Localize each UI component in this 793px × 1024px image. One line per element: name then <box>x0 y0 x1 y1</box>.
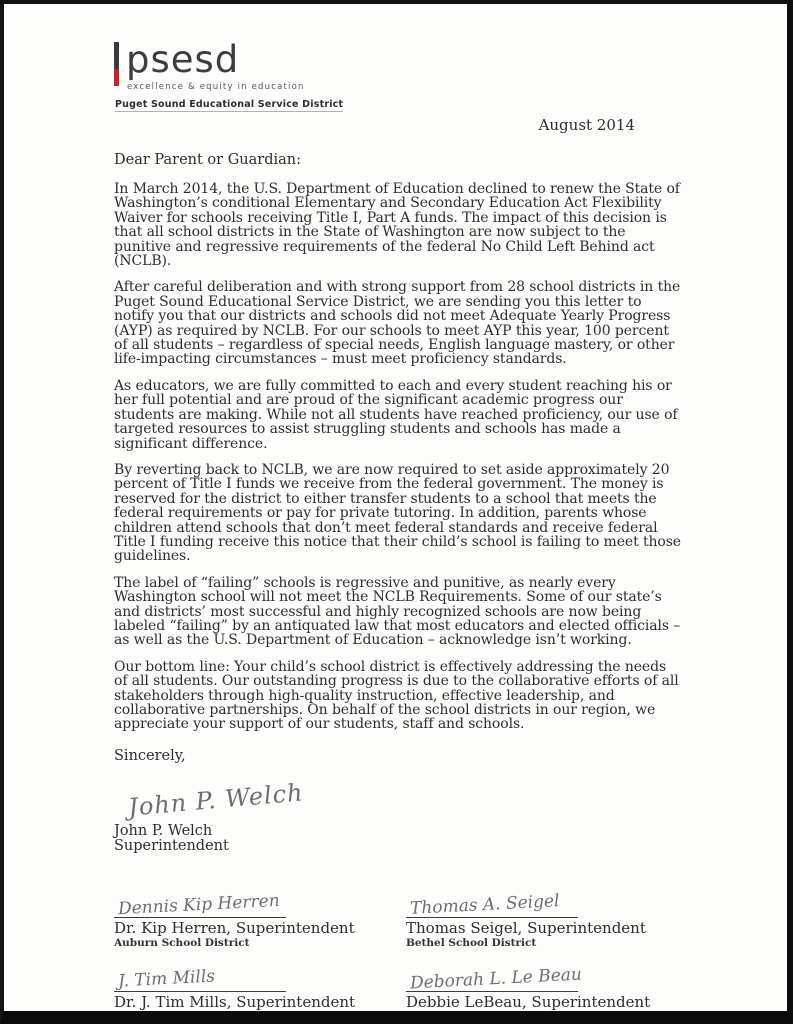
seigel-signature: Thomas A. Seigel <box>409 890 560 919</box>
herren-signature: Dennis Kip Herren <box>117 890 281 920</box>
cosigner-bethel <box>406 890 681 949</box>
paragraph-3: As educators, we are fully committed to each and every student reaching his or her full potential and are proud of the significant academic progress our students are making. While not all students have reached proficiency, our use of targeted resources to assist struggling students and schools has made a significant difference. <box>114 377 678 452</box>
cosigner-district: Bethel School District <box>406 936 537 949</box>
letter-body <box>114 182 681 732</box>
primary-signature-block <box>114 778 681 855</box>
cosigner-bellevue <box>114 966 406 1023</box>
salutation: Dear Parent or Guardian: <box>114 152 301 168</box>
psesd-logo <box>114 38 681 112</box>
mills-signature: J. Tim Mills <box>117 966 216 992</box>
psesd-logo-mark <box>114 38 681 81</box>
signer-title: Superintendent <box>114 838 229 855</box>
psesd-wordmark: psesd <box>126 38 240 81</box>
psesd-logo-bar-icon <box>114 42 119 86</box>
cosigner-grid <box>114 890 681 1023</box>
cosigner-clover-park <box>406 964 681 1023</box>
paragraph-6: Our bottom line: Your child’s school district is effectively addressing the needs of all students. Our outstanding progress is due to the collaborative efforts of all stakeholders through high-quality instruction, effective leadership, and collaborative partnerships. On behalf of the school districts in our region, we appreciate your support of our students, staff and schools. <box>114 658 679 733</box>
logo-tagline: excellence & equity in education <box>127 82 305 92</box>
signer-name: John P. Welch <box>114 822 213 839</box>
paragraph-4: By reverting back to NCLB, we are now required to set aside approximately 20 percent of Title I funds we receive from the federal government. The money is reserved for the district to either transfer students to a school that meets the federal requirements or pay for private tutoring. In addition, parents whose children attend schools that don’t meet federal standards and receive federal Title I funding receive this notice that their child’s school is failing to meet those guidelines. <box>114 461 681 565</box>
cosigner-name: Dr. Kip Herren, Superintendent <box>114 918 355 937</box>
logo-org-name: Puget Sound Educational Service District <box>115 99 344 110</box>
cosigner-name: Dr. J. Tim Mills, Superintendent <box>114 992 356 1011</box>
cosigner-name: Thomas Seigel, Superintendent <box>406 918 646 937</box>
cosigner-district: Clover Park School District <box>406 1010 567 1023</box>
signature-line <box>114 991 286 992</box>
closing: Sincerely, <box>114 747 186 764</box>
cosigner-district: Auburn School District <box>114 936 250 949</box>
paragraph-5: The label of “failing” schools is regressive and punitive, as nearly every Washington school will not meet the NCLB Requirements. Some of our state’s and districts’ most successful and highly recognized schools are now being labeled “failing” by an antiquated law that most educators and elected officials – as well as the U.S. Department of Education – acknowledge isn’t working. <box>114 574 681 649</box>
letter-date: August 2014 <box>538 116 635 134</box>
cosigner-auburn <box>114 890 406 949</box>
cosigner-district: Bellevue School District <box>114 1010 257 1023</box>
paragraph-1: In March 2014, the U.S. Department of Education declined to renew the State of Washington’s conditional Elementary and Secondary Education Act Flexibility Waiver for schools receiving Title I, Part A funds. The impact of this decision is that all school districts in the State of Washington are now subject to the punitive and regressive requirements of the federal No Child Left Behind act (NCLB). <box>114 181 680 270</box>
welch-signature: John P. Welch <box>127 778 305 822</box>
lebeau-signature: Deborah L. Le Beau <box>409 964 583 994</box>
cosigner-name: Debbie LeBeau, Superintendent <box>406 992 651 1011</box>
paragraph-2: After careful deliberation and with strong support from 28 school districts in the Puget Sound Educational Service District, we are sending you this letter to notify you that our districts and schools did not meet Adequate Yearly Progress (AYP) as required by NCLB. For our schools to meet AYP this year, 100 percent of all students – regardless of special needs, English language mastery, or other life-impacting circumstances – must meet proficiency standards. <box>114 279 681 368</box>
